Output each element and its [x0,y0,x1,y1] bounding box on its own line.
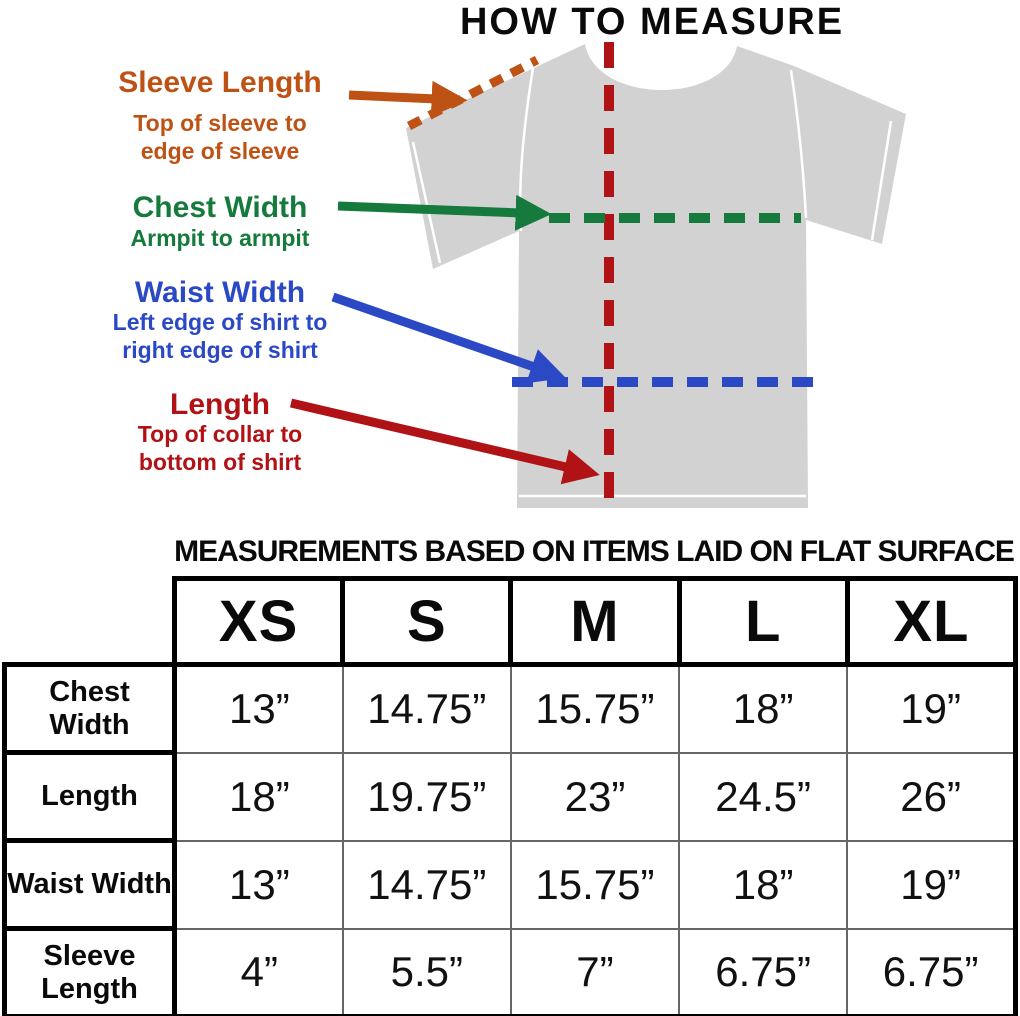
size-col-header-xs: XS [175,579,343,665]
size-value-cell: 6.75” [679,929,847,1016]
sleeve-label-description: Top of sleeve to edge of sleeve [133,110,307,164]
size-value-cell: 18” [679,665,847,753]
size-col-header-s: S [343,579,511,665]
size-row-label: Length [5,753,175,841]
size-value-cell: 15.75” [511,665,679,753]
sleeve-label-heading: Sleeve Length [118,66,322,99]
size-table [2,576,1018,1016]
size-col-header-xl: XL [847,579,1015,665]
size-value-cell: 19.75” [343,753,511,841]
corner-cell [5,579,175,665]
size-value-cell: 15.75” [511,841,679,929]
size-value-cell: 26” [847,753,1015,841]
size-value-cell: 19” [847,841,1015,929]
collar-seam [599,50,725,82]
size-value-cell: 23” [511,753,679,841]
length-label-description: Top of collar to bottom of shirt [137,421,303,475]
size-value-cell: 5.5” [343,929,511,1016]
size-value-cell: 18” [175,753,343,841]
size-value-cell: 13” [175,665,343,753]
size-col-header-l: L [679,579,847,665]
size-value-cell: 19” [847,665,1015,753]
size-value-cell: 13” [175,841,343,929]
table-row-chest-width [5,665,1016,753]
size-value-cell: 6.75” [847,929,1015,1016]
size-value-cell: 7” [511,929,679,1016]
table-row-sleeve-length [5,929,1016,1016]
size-value-cell: 14.75” [343,841,511,929]
size-col-header-m: M [511,579,679,665]
size-row-label: Waist Width [5,841,175,929]
table-row-length [5,753,1016,841]
chest-label-description: Armpit to armpit [130,225,310,251]
length-label-heading: Length [170,388,270,421]
waist-label-description: Left edge of shirt to right edge of shirt [112,309,328,363]
waist-label-heading: Waist Width [134,276,306,309]
size-header-row [5,579,1016,665]
chest-label-heading: Chest Width [132,191,308,224]
size-row-label: Chest Width [5,665,175,753]
table-row-waist-width [5,841,1016,929]
size-value-cell: 14.75” [343,665,511,753]
page-title: HOW TO MEASURE [459,1,845,43]
table-caption: MEASUREMENTS BASED ON ITEMS LAID ON FLAT SURFACE [174,535,1014,568]
size-value-cell: 4” [175,929,343,1016]
size-value-cell: 18” [679,841,847,929]
size-row-label: Sleeve Length [5,929,175,1016]
tshirt-graphic [406,44,906,508]
size-value-cell: 24.5” [679,753,847,841]
